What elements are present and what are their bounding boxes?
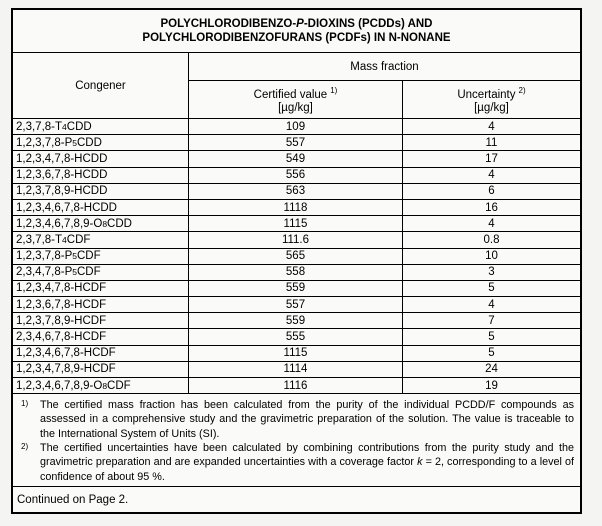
certified-value-cell: 1115 — [189, 216, 403, 231]
congener-cell: 1,2,3,4,7,8-HCDD — [13, 151, 189, 166]
table-row — [13, 168, 580, 184]
certified-value-cell: 557 — [189, 297, 403, 312]
congener-cell: 1,2,3,4,6,7,8,9-O 8 CDD — [13, 216, 189, 231]
footnote-2 — [13, 441, 574, 484]
uncertainty-cell: 11 — [485, 136, 498, 149]
uncertainty-cell: 24 — [485, 363, 498, 376]
table-row — [13, 297, 580, 313]
uncertainty-cell: 0.8 — [483, 233, 500, 246]
table-row — [13, 378, 580, 394]
certified-value-cell: 555 — [189, 329, 403, 344]
certified-value-cell: 559 — [189, 281, 403, 296]
table-row — [13, 313, 580, 329]
certified-value-cell: 565 — [189, 249, 403, 264]
certified-value-cell: 109 — [189, 119, 403, 134]
uncertainty-cell: 4 — [488, 169, 495, 182]
congener-cell: 1,2,3,4,6,7,8-HCDF — [13, 346, 189, 361]
table-row — [13, 249, 580, 265]
uncertainty-cell: 5 — [488, 282, 495, 295]
uncertainty-cell: 19 — [485, 379, 498, 392]
uncertainty-cell: 4 — [488, 120, 495, 133]
footnotes — [13, 394, 580, 487]
certified-value-cell: 559 — [189, 313, 403, 328]
certified-value-cell: 111.6 — [189, 232, 403, 247]
uncertainty-cell: 5 — [488, 331, 495, 344]
uncertainty-column-header — [403, 81, 580, 118]
certified-value-cell: 556 — [189, 168, 403, 183]
footnote-1-text: The certified mass fraction has been calculated from the purity of the individual PCDD/F compounds as assessed in a comprehensive study and the gravimetric preparation of the solution. The value is traceable to the International System of Units (SI). — [40, 399, 574, 440]
title-line-1-italic: P — [296, 18, 304, 30]
congener-cell: 1,2,3,4,6,7,8,9-O 8 CDF — [13, 378, 189, 393]
table-row — [13, 362, 580, 378]
table-body — [13, 119, 580, 394]
certified-value-unit: [µg/kg] — [278, 101, 313, 114]
uncertainty-cell: 16 — [485, 201, 498, 214]
uncertainty-cell: 6 — [488, 185, 495, 198]
congener-cell: 1,2,3,7,8,9-HCDF — [13, 313, 189, 328]
uncertainty-cell: 10 — [485, 250, 498, 263]
table-row — [13, 151, 580, 167]
table-row — [13, 281, 580, 297]
footnote-1-marker: 1) — [21, 399, 29, 409]
title-line-1-pre: POLYCHLORODIBENZO- — [160, 18, 297, 30]
footnote-1-marker-ref: 1) — [330, 85, 338, 95]
congener-cell: 1,2,3,4,7,8,9-HCDF — [13, 362, 189, 377]
table-row — [13, 329, 580, 345]
title-line-1-post: -DIOXINS (PCDDs) AND — [303, 18, 433, 30]
congener-cell: 1,2,3,6,7,8-HCDD — [13, 168, 189, 183]
uncertainty-unit: [µg/kg] — [474, 101, 509, 114]
title-line-2: POLYCHLORODIBENZOFURANS (PCDFs) IN N-NONANE — [142, 32, 451, 44]
table-row — [13, 232, 580, 248]
uncertainty-label: Uncertainty $^{2)}$ — [457, 85, 526, 101]
uncertainty-cell: 4 — [488, 217, 495, 230]
table-row — [13, 216, 580, 232]
table-row — [13, 265, 580, 281]
footnote-2-text: The certified uncertainties have been calculated by combining contributions from the purity study and the gravimetric preparation and are expanded uncertainties with a coverage factor k = 2, corresponding to a level of confidence of about 95 %. — [40, 442, 574, 483]
congener-cell: 1,2,3,4,6,7,8-HCDD — [13, 200, 189, 215]
certified-value-cell: 1116 — [189, 378, 403, 393]
certified-value-cell: 1114 — [189, 362, 403, 377]
certified-value-cell: 1115 — [189, 346, 403, 361]
table-row — [13, 184, 580, 200]
uncertainty-cell: 4 — [488, 298, 495, 311]
table-header — [13, 53, 580, 119]
certified-value-cell: 558 — [189, 265, 403, 280]
title-line-1 — [161, 17, 433, 31]
table-row — [13, 119, 580, 135]
congener-cell: 2,3,7,8-T 4 CDD — [13, 119, 189, 134]
congener-cell: 2,3,4,6,7,8-HCDF — [13, 329, 189, 344]
table-row — [13, 200, 580, 216]
continued-note: Continued on Page 2. — [17, 494, 129, 507]
table-row — [13, 346, 580, 362]
footnote-2-marker-ref: 2) — [518, 85, 526, 95]
table-title — [13, 10, 580, 53]
certified-value-column-header — [189, 81, 403, 118]
congener-cell: 1,2,3,7,8,9-HCDD — [13, 184, 189, 199]
certified-value-cell: 549 — [189, 151, 403, 166]
congener-cell: 2,3,4,7,8-P 5 CDF — [13, 265, 189, 280]
uncertainty-cell: 17 — [485, 152, 498, 165]
mass-fraction-header: Mass fraction — [189, 53, 580, 81]
congener-cell: 1,2,3,6,7,8-HCDF — [13, 297, 189, 312]
congener-column-header: Congener — [13, 53, 189, 118]
congener-cell: 1,2,3,7,8-P 5 CDF — [13, 249, 189, 264]
uncertainty-cell: 7 — [488, 314, 495, 327]
uncertainty-cell: 5 — [488, 347, 495, 360]
certified-value-label: Certified value $^{1)}$ — [253, 85, 338, 101]
table-row — [13, 135, 580, 151]
congener-cell: 2,3,7,8-T 4 CDF — [13, 232, 189, 247]
footnote-1 — [13, 398, 574, 441]
certified-value-cell: 557 — [189, 135, 403, 150]
certified-value-cell: 1118 — [189, 200, 403, 215]
certificate-table — [11, 8, 582, 514]
certified-value-cell: 563 — [189, 184, 403, 199]
uncertainty-cell: 3 — [488, 266, 495, 279]
congener-cell: 1,2,3,7,8-P 5 CDD — [13, 135, 189, 150]
footnote-2-marker: 2) — [21, 442, 29, 452]
congener-cell: 1,2,3,4,7,8-HCDF — [13, 281, 189, 296]
